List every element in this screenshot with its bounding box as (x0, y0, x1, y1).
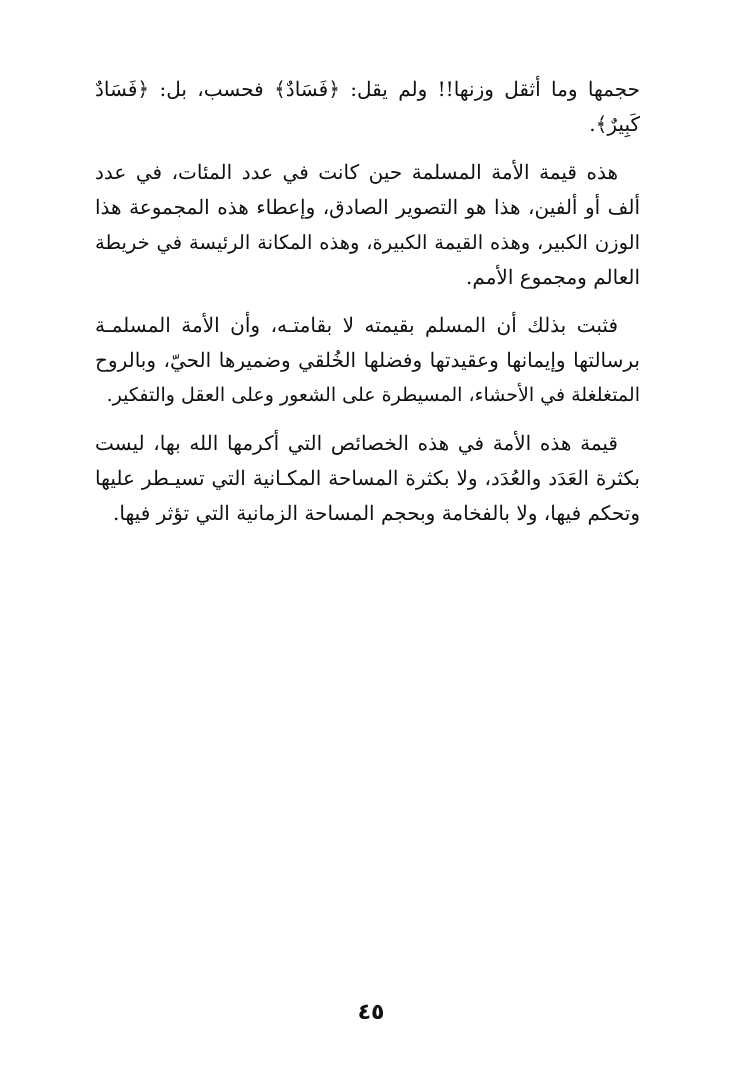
text-line: برسالتها وإيمانها وعقيدتها وفضلها الخُلقي وضميرها الحيّ، وبالروح (95, 348, 640, 372)
paragraph-4 (95, 426, 640, 531)
text-line: كَبِيرٌ﴾. (589, 112, 640, 136)
text-line: وتحكم فيها، ولا بالفخامة وبحجم المساحة الزمانية التي تؤثر فيها. (113, 501, 640, 525)
text-line: قيمة هذه الأمة في هذه الخصائص التي أكرمها الله بها، ليست (95, 431, 618, 455)
paragraph-3 (95, 308, 640, 413)
body-text (95, 72, 640, 544)
text-line: بكثرة العَدَد والعُدَد، ولا بكثرة المساحة المكـانية التي تسيـطر عليها (95, 466, 640, 490)
paragraph-1 (95, 72, 640, 142)
text-line: العالم ومجموع الأمم. (466, 265, 640, 289)
text-line: فثبت بذلك أن المسلم بقيمته لا بقامتـه، وأن الأمة المسلمـة (95, 313, 618, 337)
text-line: هذه قيمة الأمة المسلمة حين كانت في عدد المئات، في عدد (95, 160, 618, 184)
page-number: ٤٥ (357, 1000, 385, 1025)
text-line: ألف أو ألفين، هذا هو التصوير الصادق، وإعطاء هذه المجموعة هذا (95, 195, 640, 219)
text-line: الوزن الكبير، وهذه القيمة الكبيرة، وهذه المكانة الرئيسة في خريطة (95, 231, 640, 254)
paragraph-2 (95, 155, 640, 295)
text-line: حجمها وما أثقل وزنها!! ولم يقل: ﴿فَسَادٌ﴾ فحسب، بل: ﴿فَسَادٌ (95, 77, 640, 101)
text-line: المتغلغلة في الأحشاء، المسيطرة على الشعور وعلى العقل والتفكير. (106, 384, 640, 406)
